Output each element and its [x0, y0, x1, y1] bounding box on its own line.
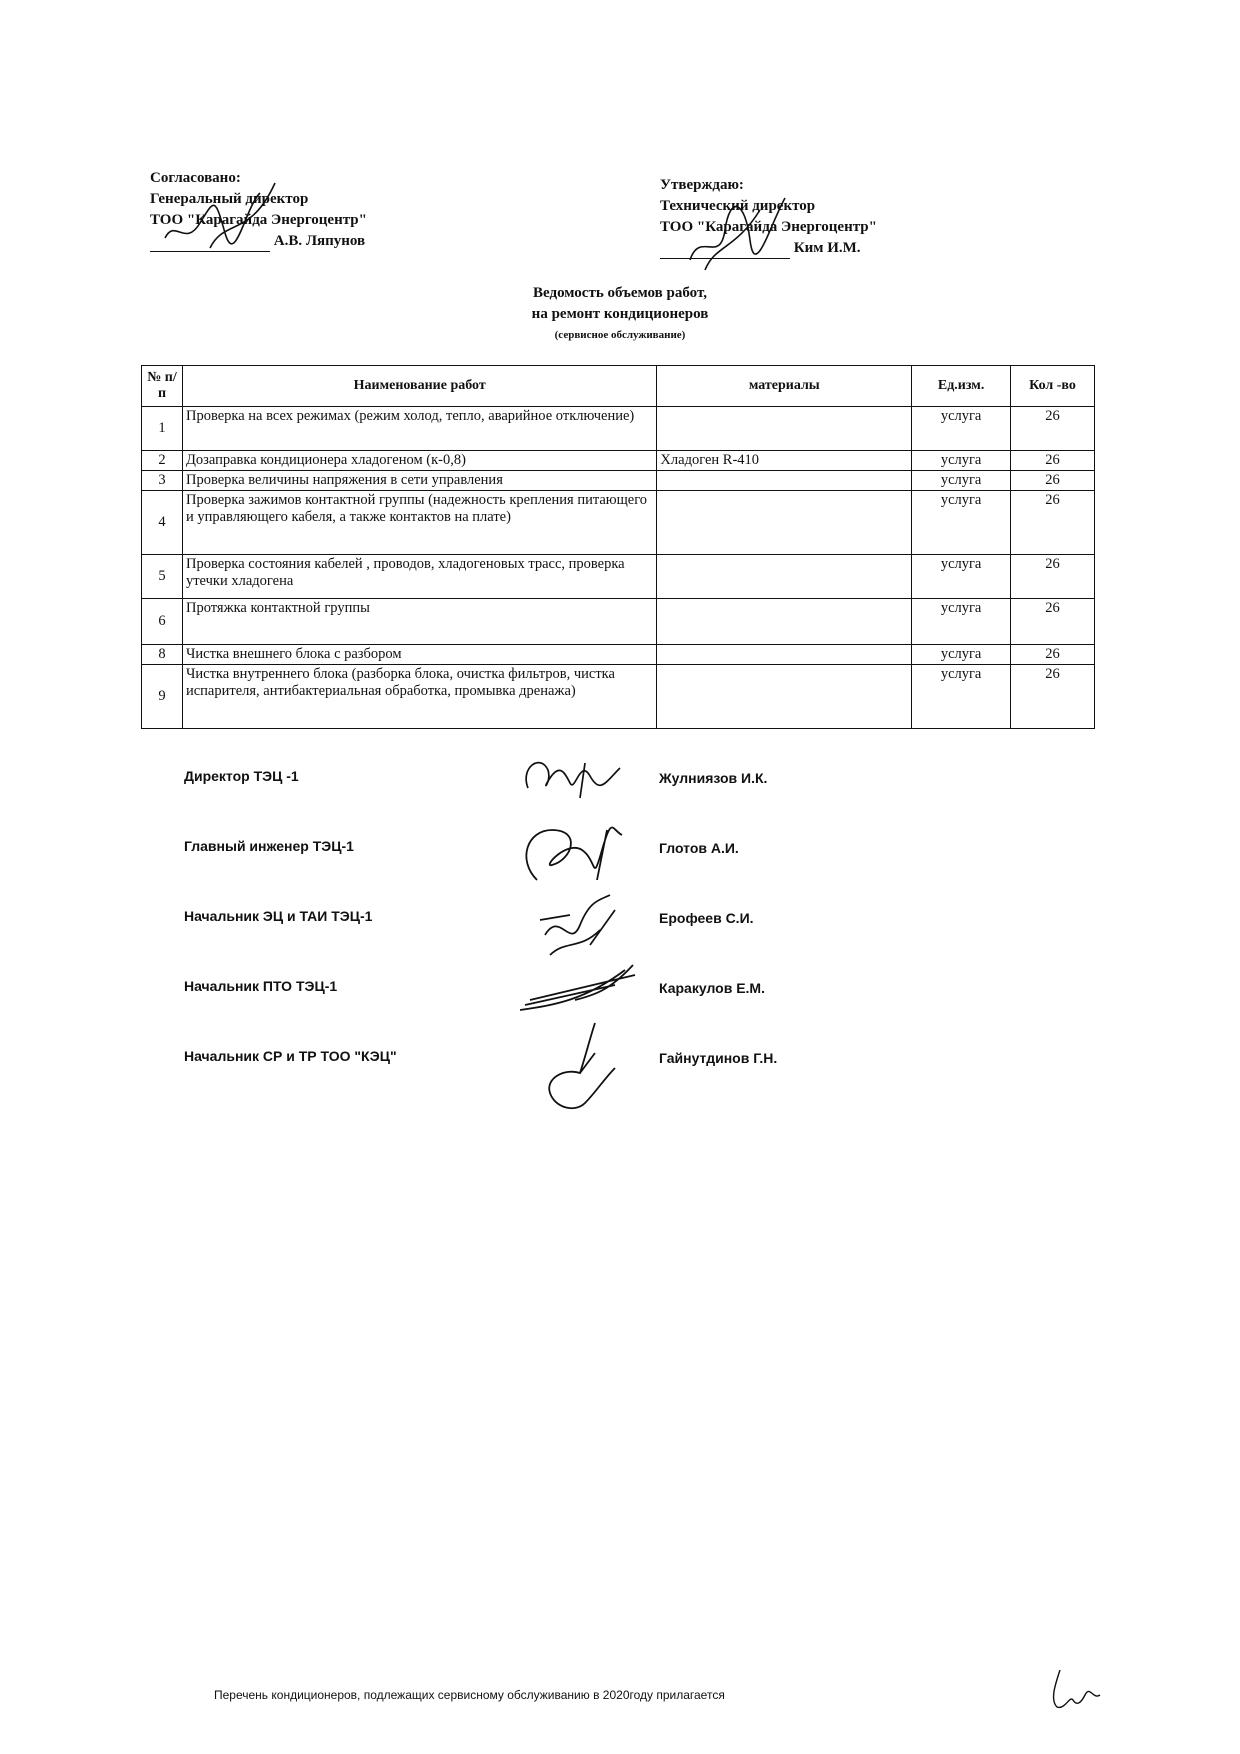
row-unit: услуга	[912, 491, 1011, 555]
row-qty: 26	[1011, 451, 1095, 471]
row-unit: услуга	[912, 599, 1011, 645]
row-unit: услуга	[912, 555, 1011, 599]
table-row	[142, 599, 1095, 645]
signature-head-sr	[535, 1018, 625, 1118]
row-qty: 26	[1011, 407, 1095, 451]
row-num: 2	[142, 451, 183, 471]
row-materials	[657, 555, 912, 599]
table-row	[142, 665, 1095, 729]
row-num: 5	[142, 555, 183, 599]
signature-head-pto	[515, 960, 640, 1020]
row-name: Проверка состояния кабелей , проводов, хладогеновых трасс, проверка утечки хладогена	[182, 555, 656, 599]
signature-chief-engineer	[512, 810, 632, 890]
row-qty: 26	[1011, 599, 1095, 645]
footer-note: Перечень кондиционеров, подлежащих сервисному обслуживанию в 2020году прилагается	[214, 1688, 725, 1702]
row-materials	[657, 665, 912, 729]
row-materials	[657, 407, 912, 451]
row-unit: услуга	[912, 471, 1011, 491]
approval-right-company: ТОО "Карагайда Энергоцентр"	[660, 219, 877, 235]
signature-left	[155, 178, 295, 258]
approval-right-name: Ким И.М.	[793, 240, 861, 256]
row-name: Проверка величины напряжения в сети управления	[182, 471, 656, 491]
row-qty: 26	[1011, 471, 1095, 491]
approval-right-label: Утверждаю:	[660, 177, 744, 193]
header-num: № п/п	[142, 366, 183, 407]
row-name: Проверка на всех режимах (режим холод, тепло, аварийное отключение)	[182, 407, 656, 451]
row-unit: услуга	[912, 665, 1011, 729]
row-materials	[657, 599, 912, 645]
approval-right-position: Технический директор	[660, 198, 816, 214]
title-line-2: на ремонт кондиционеров	[531, 306, 709, 322]
row-num: 1	[142, 407, 183, 451]
approval-left-company: ТОО "Карагайда Энергоцентр"	[150, 212, 367, 228]
row-num: 3	[142, 471, 183, 491]
signer-position: Главный инженер ТЭЦ-1	[184, 838, 354, 854]
works-table	[141, 365, 1095, 729]
header-unit: Ед.изм.	[912, 366, 1011, 407]
signer-name: Ерофеев С.И.	[659, 910, 754, 926]
row-materials	[657, 645, 912, 665]
row-materials	[657, 471, 912, 491]
row-qty: 26	[1011, 555, 1095, 599]
row-qty: 26	[1011, 491, 1095, 555]
row-qty: 26	[1011, 665, 1095, 729]
approval-left-name: А.В. Ляпунов	[273, 233, 366, 249]
row-name: Чистка внешнего блока с разбором	[182, 645, 656, 665]
table-row	[142, 645, 1095, 665]
title-line-1: Ведомость объемов работ,	[533, 285, 707, 301]
signer-name: Глотов А.И.	[659, 840, 739, 856]
table-row	[142, 471, 1095, 491]
row-num: 8	[142, 645, 183, 665]
table-row	[142, 555, 1095, 599]
row-name: Чистка внутреннего блока (разборка блока, очистка фильтров, чистка испарителя, антибактериальная обработка, промывка дренажа)	[182, 665, 656, 729]
header-name: Наименование работ	[182, 366, 656, 407]
signer-position: Начальник СР и ТР ТОО "КЭЦ"	[184, 1048, 397, 1064]
approval-left-position: Генеральный директор	[150, 191, 309, 207]
row-name: Протяжка контактной группы	[182, 599, 656, 645]
row-qty: 26	[1011, 645, 1095, 665]
row-materials: Хладоген R-410	[657, 451, 912, 471]
table-row	[142, 491, 1095, 555]
header-materials: материалы	[657, 366, 912, 407]
title-line-3: (сервисное обслуживание)	[554, 329, 686, 341]
document-title	[440, 283, 800, 346]
table-row	[142, 451, 1095, 471]
row-num: 4	[142, 491, 183, 555]
signature-right	[675, 190, 795, 275]
row-name: Дозаправка кондиционера хладогеном (к-0,8)	[182, 451, 656, 471]
row-materials	[657, 491, 912, 555]
signature-footer	[1045, 1665, 1105, 1715]
row-num: 6	[142, 599, 183, 645]
table-header-row	[142, 366, 1095, 407]
signer-name: Жулниязов И.К.	[659, 770, 768, 786]
row-name: Проверка зажимов контактной группы (надежность крепления питающего и управляющего кабеля, а также контактов на плате)	[182, 491, 656, 555]
row-unit: услуга	[912, 407, 1011, 451]
signer-position: Директор ТЭЦ -1	[184, 768, 299, 784]
row-unit: услуга	[912, 645, 1011, 665]
signer-name: Каракулов Е.М.	[659, 980, 765, 996]
row-num: 9	[142, 665, 183, 729]
approval-left-label: Согласовано:	[150, 170, 241, 186]
row-unit: услуга	[912, 451, 1011, 471]
signature-director	[520, 748, 630, 804]
table-row	[142, 407, 1095, 451]
signature-head-ec	[530, 890, 625, 960]
header-qty: Кол -во	[1011, 366, 1095, 407]
signer-position: Начальник ЭЦ и ТАИ ТЭЦ-1	[184, 908, 373, 924]
signer-name: Гайнутдинов Г.Н.	[659, 1050, 778, 1066]
signer-position: Начальник ПТО ТЭЦ-1	[184, 978, 338, 994]
